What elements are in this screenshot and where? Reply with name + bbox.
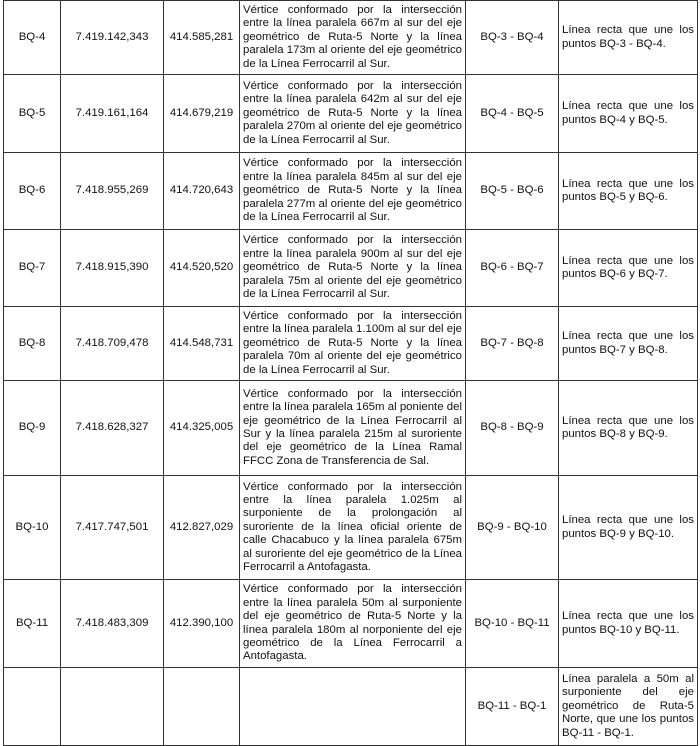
segment-cell: BQ-7 - BQ-8 <box>466 307 559 381</box>
line-description-cell: Línea paralela a 50m al surponiente del eje geométrico de Ruta-5 Norte, que une los puntos BQ-11 - BQ-1. <box>559 668 698 746</box>
north-coordinate-cell: 7.419.142,343 <box>61 1 164 75</box>
north-coordinate-cell: 7.418.709,478 <box>61 307 164 381</box>
point-cell: BQ-7 <box>4 230 61 307</box>
vertex-description-cell: Vértice conformado por la intersección entre la línea paralela 642m al sur del eje geométrico de Ruta-5 Norte y la línea paralela 270m al oriente del eje geométrico de la Línea Ferrocarril al Sur. <box>240 75 466 153</box>
east-coordinate-cell: 414.520,520 <box>164 230 240 307</box>
segment-cell: BQ-3 - BQ-4 <box>466 1 559 75</box>
table-row <box>4 153 698 230</box>
boundary-points-table <box>3 0 698 746</box>
line-description-cell: Línea recta que une los puntos BQ-10 y BQ-11. <box>559 580 698 668</box>
table-row <box>4 1 698 75</box>
table-row <box>4 668 698 746</box>
point-cell: BQ-4 <box>4 1 61 75</box>
line-description-cell: Línea recta que une los puntos BQ-5 y BQ-6. <box>559 153 698 230</box>
north-coordinate-cell: 7.419.161,164 <box>61 75 164 153</box>
east-coordinate-cell: 414.585,281 <box>164 1 240 75</box>
east-coordinate-cell: 414.325,005 <box>164 381 240 476</box>
vertex-description-cell: Vértice conformado por la intersección entre la línea paralela 165m al poniente del eje geométrico de la Línea Ferrocarril al Sur y la línea paralela 215m al suroriente del eje geométrico de la Línea Ramal FFCC Zona de Transferencia de Sal. <box>240 381 466 476</box>
east-coordinate-cell <box>164 668 240 746</box>
line-description-cell: Línea recta que une los puntos BQ-3 - BQ-4. <box>559 1 698 75</box>
vertex-description-cell: Vértice conformado por la intersección entre la línea paralela 845m al sur del eje geométrico de Ruta-5 Norte y la línea paralela 277m al oriente del eje geométrico de la Línea Ferrocarril al Sur. <box>240 153 466 230</box>
vertex-description-cell <box>240 668 466 746</box>
table-row <box>4 580 698 668</box>
north-coordinate-cell <box>61 668 164 746</box>
east-coordinate-cell: 414.679,219 <box>164 75 240 153</box>
line-description-cell: Línea recta que une los puntos BQ-8 y BQ-9. <box>559 381 698 476</box>
segment-cell: BQ-10 - BQ-11 <box>466 580 559 668</box>
line-description-cell: Línea recta que une los puntos BQ-4 y BQ-5. <box>559 75 698 153</box>
north-coordinate-cell: 7.418.628,327 <box>61 381 164 476</box>
vertex-description-cell: Vértice conformado por la intersección entre la línea paralela 1.025m al surponiente de la prolongación al suroriente de la línea oficial oriente de calle Chacabuco y la línea paralela 675m al suroriente del eje geométrico de la Línea Ferrocarril a Antofagasta. <box>240 476 466 580</box>
point-cell: BQ-6 <box>4 153 61 230</box>
point-cell: BQ-5 <box>4 75 61 153</box>
vertex-description-cell: Vértice conformado por la intersección entre la línea paralela 1.100m al sur del eje geométrico de Ruta-5 Norte y la línea paralela 70m al oriente del eje geométrico de la Línea Ferrocarril al Sur. <box>240 307 466 381</box>
line-description-cell: Línea recta que une los puntos BQ-9 y BQ-10. <box>559 476 698 580</box>
table-row <box>4 230 698 307</box>
east-coordinate-cell: 414.720,643 <box>164 153 240 230</box>
table-row <box>4 381 698 476</box>
table-row <box>4 476 698 580</box>
segment-cell: BQ-5 - BQ-6 <box>466 153 559 230</box>
table-row <box>4 307 698 381</box>
east-coordinate-cell: 412.827,029 <box>164 476 240 580</box>
segment-cell: BQ-6 - BQ-7 <box>466 230 559 307</box>
point-cell <box>4 668 61 746</box>
north-coordinate-cell: 7.418.915,390 <box>61 230 164 307</box>
north-coordinate-cell: 7.418.483,309 <box>61 580 164 668</box>
north-coordinate-cell: 7.418.955,269 <box>61 153 164 230</box>
vertex-description-cell: Vértice conformado por la intersección entre la línea paralela 900m al sur del eje geométrico de Ruta-5 Norte y la línea paralela 75m al oriente del eje geométrico de la Línea Ferrocarril al Sur. <box>240 230 466 307</box>
point-cell: BQ-9 <box>4 381 61 476</box>
table-row <box>4 75 698 153</box>
east-coordinate-cell: 412.390,100 <box>164 580 240 668</box>
vertex-description-cell: Vértice conformado por la intersección entre la línea paralela 50m al surponiente del eje geométrico de Ruta-5 Norte y la línea paralela 180m al norponiente del eje geométrico de la Línea Ferrocarril a Antofagasta. <box>240 580 466 668</box>
line-description-cell: Línea recta que une los puntos BQ-7 y BQ-8. <box>559 307 698 381</box>
segment-cell: BQ-8 - BQ-9 <box>466 381 559 476</box>
segment-cell: BQ-4 - BQ-5 <box>466 75 559 153</box>
point-cell: BQ-10 <box>4 476 61 580</box>
segment-cell: BQ-11 - BQ-1 <box>466 668 559 746</box>
north-coordinate-cell: 7.417.747,501 <box>61 476 164 580</box>
east-coordinate-cell: 414.548,731 <box>164 307 240 381</box>
vertex-description-cell: Vértice conformado por la intersección entre la línea paralela 667m al sur del eje geométrico de Ruta-5 Norte y la línea paralela 173m al oriente del eje geométrico de la Línea Ferrocarril al Sur. <box>240 1 466 75</box>
point-cell: BQ-8 <box>4 307 61 381</box>
line-description-cell: Línea recta que une los puntos BQ-6 y BQ-7. <box>559 230 698 307</box>
point-cell: BQ-11 <box>4 580 61 668</box>
segment-cell: BQ-9 - BQ-10 <box>466 476 559 580</box>
